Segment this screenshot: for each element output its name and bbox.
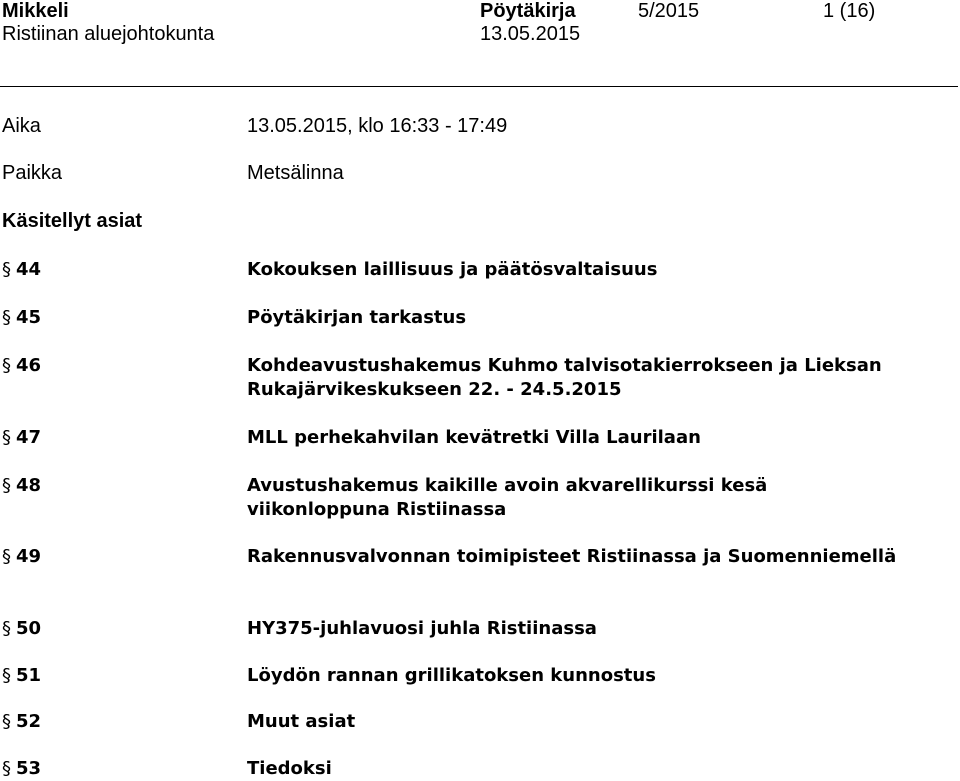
section-sign: § — [2, 711, 11, 732]
item-title: HY375-juhlavuosi juhla Ristiinassa — [247, 618, 597, 639]
document-date: 13.05.2015 — [480, 23, 581, 45]
item-number — [2, 426, 41, 450]
header-divider — [0, 86, 958, 87]
item-title: Muut asiat — [247, 711, 356, 732]
section-sign: § — [2, 546, 11, 567]
item-title: Pöytäkirjan tarkastus — [247, 307, 467, 328]
item-number — [2, 354, 41, 378]
body-name: Ristiinan aluejohtokunta — [2, 23, 215, 45]
item-number-value: 46 — [16, 355, 42, 376]
document-type: Pöytäkirja — [480, 0, 576, 22]
time-value: 13.05.2015, klo 16:33 - 17:49 — [247, 115, 508, 137]
section-sign: § — [2, 307, 11, 328]
page-number: 1 (16) — [823, 0, 876, 22]
item-title: Avustushakemus kaikille avoin akvarellikurssi kesä viikonloppuna Ristiinassa — [247, 475, 768, 520]
item-title: Tiedoksi — [247, 758, 332, 779]
section-sign: § — [2, 758, 11, 779]
item-number-value: 52 — [16, 711, 42, 732]
section-sign: § — [2, 475, 11, 496]
section-heading: Käsitellyt asiat — [2, 210, 143, 232]
section-sign: § — [2, 618, 11, 639]
item-number — [2, 710, 41, 734]
place-value: Metsälinna — [247, 162, 344, 184]
item-number-value: 48 — [16, 475, 42, 496]
item-title: Kohdeavustushakemus Kuhmo talvisotakierrokseen ja Lieksan Rukajärvikeskukseen 22. - 24.5.2015 — [247, 355, 882, 400]
item-number — [2, 474, 41, 498]
item-title: MLL perhekahvilan kevätretki Villa Laurilaan — [247, 427, 701, 448]
item-number-value: 44 — [16, 259, 42, 280]
item-title: Löydön rannan grillikatoksen kunnostus — [247, 665, 656, 686]
document-number: 5/2015 — [638, 0, 700, 22]
item-number-value: 49 — [16, 546, 42, 567]
item-number — [2, 664, 41, 688]
item-number-value: 53 — [16, 758, 42, 779]
item-number-value: 45 — [16, 307, 42, 328]
municipality-name: Mikkeli — [2, 0, 69, 22]
section-sign: § — [2, 259, 11, 280]
item-number-value: 50 — [16, 618, 42, 639]
item-number-value: 51 — [16, 665, 42, 686]
item-number — [2, 545, 41, 569]
place-label: Paikka — [2, 162, 63, 184]
item-number — [2, 757, 41, 781]
section-sign: § — [2, 427, 11, 448]
item-title: Kokouksen laillisuus ja päätösvaltaisuus — [247, 259, 658, 280]
item-number — [2, 617, 41, 641]
item-title: Rakennusvalvonnan toimipisteet Ristiinassa ja Suomenniemellä — [247, 546, 897, 567]
item-number — [2, 306, 41, 330]
section-sign: § — [2, 665, 11, 686]
item-number-value: 47 — [16, 427, 42, 448]
time-label: Aika — [2, 115, 41, 137]
item-number — [2, 258, 41, 282]
section-sign: § — [2, 355, 11, 376]
